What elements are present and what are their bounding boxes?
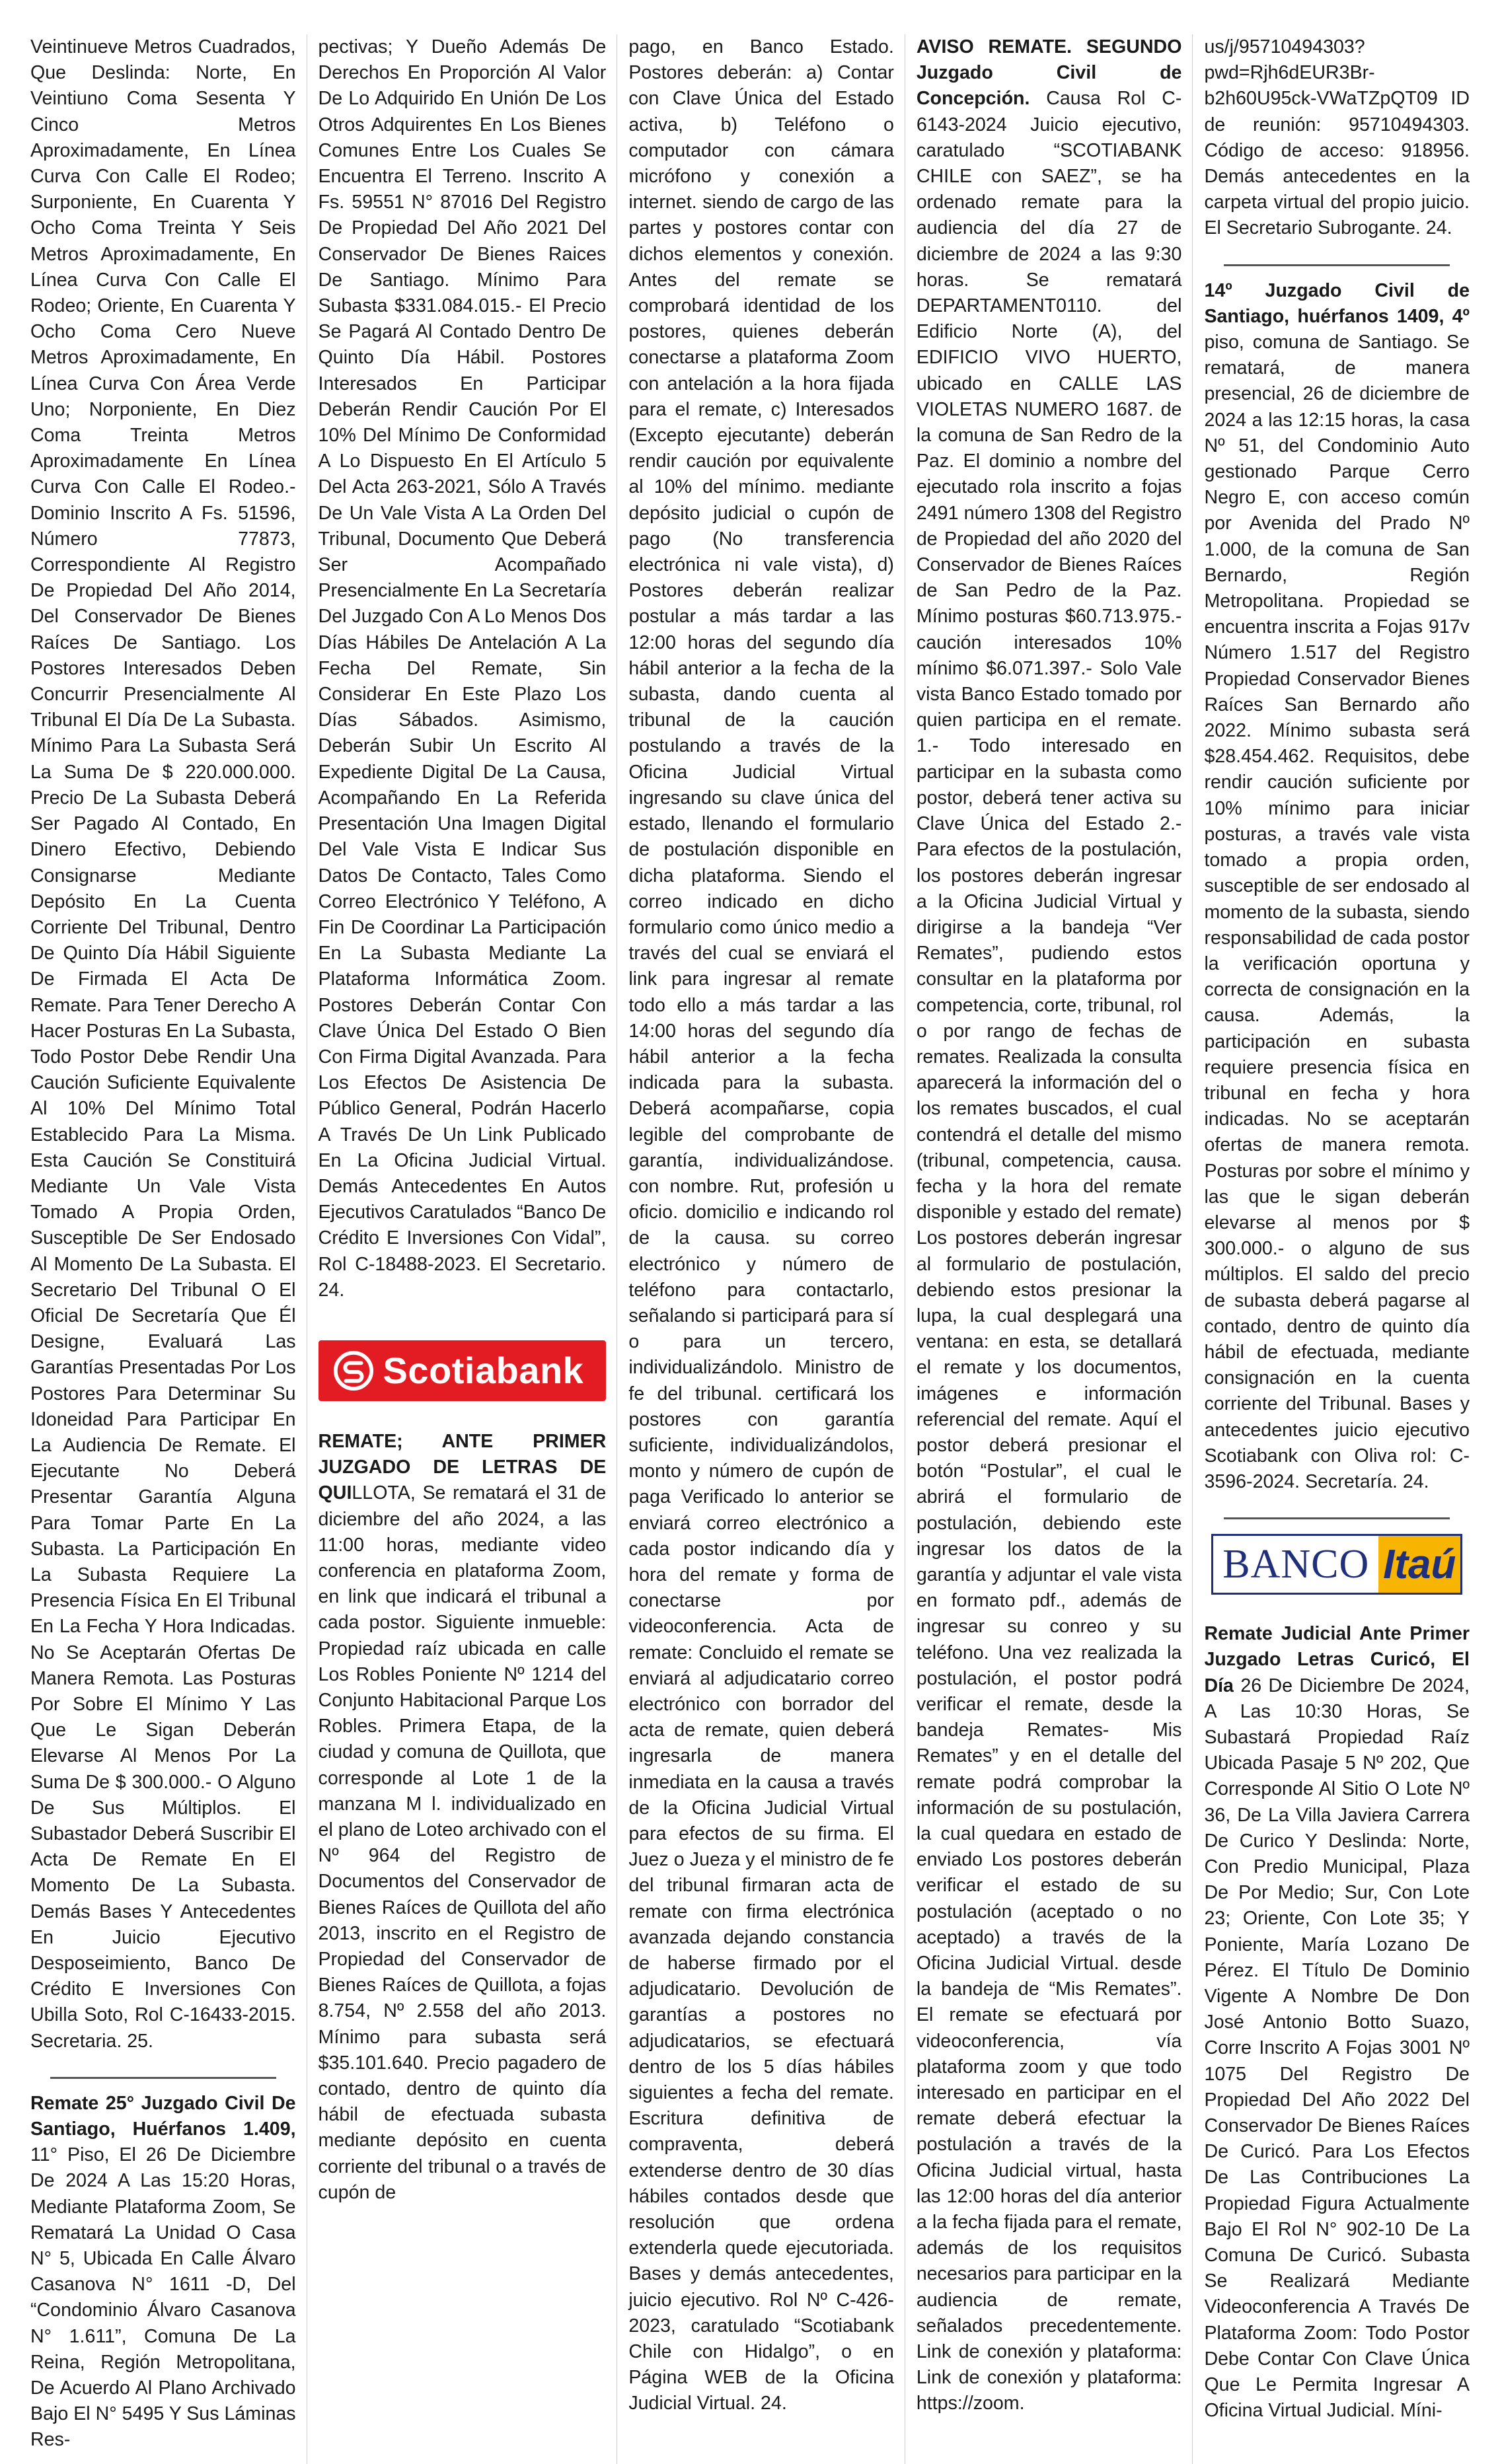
notice-body: Veintinueve Metros Cuadrados, Que Deslinda: Norte, En Veintiuno Coma Sesenta Y Cinco Metros Aproximadamente, En Línea Curva Con Calle El Rodeo; Surponiente, En Cuarenta Y Ocho Coma Treinta Y Seis Metros Aproximadamente, En Línea Curva Con Calle El Rodeo; Oriente, En Cuarenta Y Ocho Coma Cero Nueve Metros Aproximadamente, En Línea Curva Con Área Verde Uno; Norponiente, En Diez Coma Treinta Metros Aproximadamente En Línea Curva Con Calle El Rodeo.- Dominio Inscrito A Fs. 51596, Número 77873, Correspondiente Al Registro De Propiedad Del Año 2014, Del Conservador De Bienes Raíces De Santiago. Los Postores Interesados Deben Concurrir Presencialmente Al Tribunal El Día De La Subasta. Mínimo Para La Subasta Será La Suma De $ 220.000.000. Precio De La Subasta Deberá Ser Pagado Al Contado, En Dinero Efectivo, Debiendo Consignarse Mediante Depósito En La Cuenta Corriente Del Tribunal, Dentro De Quinto Día Hábil Siguiente De Firmada El Acta De Remate. Para Tener Derecho A Hacer Posturas En La Subasta, Todo Postor Debe Rendir Una Caución Suficiente Equivalente Al 10% Del Mínimo Total Establecido Para La Misma. Esta Caución Se Constituirá Mediante Un Vale Vista Tomado A Propia Orden, Susceptible De Ser Endosado Al Momento De La Subasta. El Secretario Del Tribunal O El Oficial De Secretaría Que Él Designe, Evaluará Las Garantías Presentadas Por Los Postores Para Determinar Su Idoneidad Para Participar En La Audiencia De Remate. El Ejecutante No Deberá Presentar Garantía Alguna Para Tomar Parte En La Subasta. La Participación En La Subasta Requiere La Presencia Física En El Tribunal En La Fecha Y Hora Indicadas. No Se Aceptarán Ofertas De Manera Remota. Las Posturas Por Sobre El Mínimo Y Las Que Le Sigan Deberán Elevarse Al Menos Por La Suma De $ 300.000.- O Alguno De Sus Múltiplos. El Subastador Deberá Suscribir El Acta De Remate En El Momento De La Subasta. Demás Bases Y Antecedentes En Juicio Ejecutivo Desposeimiento, Banco De Crédito E Inversiones Con Ubilla Soto, Rol C-16433-2015. Secretaria. 25. <box>30 36 296 2052</box>
banco-wordmark: BANCO <box>1222 1541 1370 1587</box>
banco-itau-logo <box>1204 1534 1470 1595</box>
banco-itau-logo-box <box>1211 1534 1462 1595</box>
auction-notice <box>1204 1621 1470 2434</box>
auction-notice <box>917 34 1182 2428</box>
auction-notice <box>1204 34 1470 252</box>
auction-notice <box>319 1429 607 2216</box>
text-column-4 <box>917 34 1182 2464</box>
notice-body: 11° Piso, El 26 De Diciembre De 2024 A Las 15:20 Horas, Mediante Plataforma Zoom, Se Rematará La Unidad O Casa N° 5, Ubicada En Calle Álvaro Casanova N° 1611 -D, Del “Condominio Álvaro Casanova N° 1.611”, Comuna De La Reina, Región Metropolitana, De Acuerdo Al Plano Archivado Bajo El N° 5495 Y Sus Láminas Res- <box>30 2144 296 2451</box>
auction-notice <box>628 34 894 2428</box>
notice-heading: Remate Judicial Ante Primer Juzgado Letras Curicó, El Día <box>1204 1623 1470 1696</box>
notice-separator <box>50 2077 276 2079</box>
scotiabank-wordmark: Scotiabank <box>383 1350 584 1392</box>
text-column-5 <box>1204 34 1470 2464</box>
scotiabank-logo <box>319 1339 607 1402</box>
notice-separator <box>1224 264 1450 266</box>
text-column-2 <box>319 34 607 2464</box>
notice-heading: AVISO REMATE. SEGUNDO Juzgado Civil de Concepción. <box>916 36 1182 110</box>
itau-wordmark: Itaú <box>1378 1536 1460 1593</box>
notice-body: piso, comuna de Santiago. Se rematará, de manera presencial, 26 de diciembre de 2024 a las 12:15 horas, la casa Nº 51, del Condominio Auto gestionado Parque Cerro Negro E, con acceso común por Avenida del Prado Nº 1.000, de la comuna de San Bernardo, Región Metropolitana. Propiedad se encuentra inscrita a Fojas 917v Número 1.517 del Registro Propiedad Conservador Bienes Raíces San Bernardo año 2022. Mínimo subasta será $28.454.462. Requisitos, debe rendir caución suficiente por 10% mínimo para iniciar posturas, a través vale vista tomado a propia orden, susceptible de ser endosado al momento de la subasta, siendo responsabilidad de cada postor la verificación oportuna y correcta de consignación en la causa. Además, la participación en subasta requiere presencia física en tribunal en fecha y hora indicadas. No se aceptarán ofertas de manera remota. Posturas por sobre el mínimo y las que le sigan deberán elevarse al menos por $ 300.000.- o alguno de sus múltiplos. El saldo del precio de subasta deberá pagarse al contado, dentro de quinto día hábil de efectuada, mediante consignación en la cuenta corriente del Tribunal. Bases y antecedentes juicio ejecutivo Scotiabank con Oliva rol: C-3596-2024. Secretaría. 24. <box>1204 332 1470 1492</box>
notice-heading: Remate 25° Juzgado Civil De Santiago, Huérfanos 1.409, <box>30 2092 296 2140</box>
scotiabank-s-icon <box>333 1350 374 1391</box>
auction-notice <box>30 34 296 2065</box>
notice-body: us/j/95710494303?pwd=Rjh6dEUR3Br-b2h60U95ck-VWaTZpQT09 ID de reunión: 95710494303. Código de acceso: 918956. Demás antecedentes en la carpeta virtual del propio juicio. El Secretario Subrogante. 24. <box>1204 36 1470 239</box>
text-column-1 <box>30 34 296 2464</box>
notice-body: pectivas; Y Dueño Además De Derechos En Proporción Al Valor De Lo Adquirido En Unión De Los Otros Adquirentes En Los Bienes Comunes Entre Los Cuales Se Encuentra El Terreno. Inscrito A Fs. 59551 N° 87016 Del Registro De Propiedad Del Año 2021 Del Conservador De Bienes Raices De Santiago. Mínimo Para Subasta $331.084.015.- El Precio Se Pagará Al Contado Dentro De Quinto Día Hábil. Postores Interesados En Participar Deberán Rendir Caución Por El 10% Del Mínimo De Conformidad A Lo Dispuesto En El Artículo 5 Del Acta 263-2021, Sólo A Través De Un Vale Vista A La Orden Del Tribunal, Documento Que Deberá Ser Acompañado Presencialmente En La Secretaría Del Juzgado Con A Lo Menos Dos Días Hábiles De Antelación A La Fecha Del Remate, Sin Considerar En Este Plazo Los Días Sábados. Asimismo, Deberán Subir Un Escrito Al Expediente Digital De La Causa, Acompañando En La Referida Presentación Una Imagen Digital Del Vale Vista E Indicar Sus Datos De Contacto, Tales Como Correo Electrónico Y Teléfono, A Fin De Coordinar La Participación En La Subasta Mediante La Plataforma Informática Zoom. Postores Deberán Contar Con Clave Única Del Estado O Bien Con Firma Digital Avanzada. Para Los Efectos De Asistencia De Público General, Podrán Hacerlo A Través De Un Link Publicado En La Oficina Judicial Virtual. Demás Antecedentes En Autos Ejecutivos Caratulados “Banco De Crédito E Inversiones Con Vidal”, Rol C-18488-2023. El Secretario. 24. <box>318 36 607 1301</box>
notice-heading: 14º Juzgado Civil de Santiago, huérfanos 1409, 4º <box>1204 279 1470 327</box>
scotiabank-logo-box <box>319 1340 607 1401</box>
auction-notice <box>319 34 607 1314</box>
auction-notice <box>1204 278 1470 1506</box>
notice-heading: REMATE; ANTE PRIMER JUZGADO DE LETRAS DE QUI <box>318 1430 607 1504</box>
notice-body: 26 De Diciembre De 2024, A Las 10:30 Horas, Se Subastará Propiedad Raíz Ubicada Pasaje 5 Nº 202, Que Corresponde Al Sitio O Lote Nº 36, De La Villa Javiera Carrera De Curico Y Deslinda: Norte, Con Predio Municipal, Plaza De Por Medio; Sur, Con Lote 23; Oriente, Con Lote 35; Y Poniente, María Lozano De Pérez. El Título De Dominio Vigente A Nombre De Don José Antonio Botto Suazo, Corre Inscrito A Fojas 3001 Nº 1075 Del Registro De Propiedad Del Año 2022 Del Conservador De Bienes Raíces De Curicó. Para Los Efectos De Las Contribuciones La Propiedad Figura Actualmente Bajo El Rol N° 902-10 De La Comuna De Curicó. Subasta Se Realizará Mediante Videoconferencia A Través De Plataforma Zoom: Todo Postor Debe Contar Con Clave Única Que Le Permita Ingresar A Oficina Virtual Judicial. Míni- <box>1204 1675 1470 2422</box>
notice-body: Causa Rol C-6143-2024 Juicio ejecutivo, caratulado “SCOTIABANK CHILE con SAEZ”, se ha ordenado remate para la audiencia del día 27 de diciembre de 2024 a las 9:30 horas. Se rematará DEPARTAMENT0110. del Edificio Norte (A), del EDIFICIO VIVO HUERTO, ubicado en CALLE LAS VIOLETAS NUMERO 1687. de la comuna de San Redro de la Paz. El dominio a nombre del ejecutado rola inscrito a fojas 2491 número 1308 del Registro de Propiedad del año 2020 del Conservador de Bienes Raíces de San Pedro de la Paz. Mínimo posturas $60.713.975.- caución interesados 10% mínimo $6.071.397.- Solo Vale vista Banco Estado tomado por quien participa en el remate. 1.- Todo interesado en participar en la subasta como postor, deberá tener activa su Clave Única del Estado 2.- Para efectos de la postulación, los postores deberán ingresar a la Oficina Judicial Virtual y dirigirse a la bandeja “Ver Remates”, pudiendo estos consultar en la plataforma por competencia, corte, tribunal, rol o por rango de fechas de remates. Realizada la consulta aparecerá la información del o los remates buscados, el cual contendrá el detalle del mismo (tribunal, competencia, causa. fecha y la hora del remate disponible y estado del remate) Los postores deberán ingresar al formulario de postulación, debiendo estos presionar la lupa, la cual desplegará una ventana: en esta, se detallará el remate y los documentos, imágenes e información referencial del remate. Aquí el postor deberá presionar el botón “Postular”, el cual le abrirá el formulario de postulación, debiendo este ingresar los datos de la garantía y adjuntar el vale vista en formato pdf., además de ingresar su conreo y su teléfono. Una vez realizada la postulación, el postor podrá verificar el remate, desde la bandeja Remates- Mis Remates” y en el detalle del remate podrá comprobar la información de su postulación, la cual quedara en estado de enviado Los postores deberán verificar el estado de su postulación (aceptado o no aceptado) a través de la Oficina Judicial Virtual. desde la bandeja de “Mis Remates”. El remate se efectuará por videoconferencia, vía plataforma zoom y que todo interesado en participar en el remate deberá efectuar la postulación a través de la Oficina Judicial virtual, hasta las 12:00 horas del día anterior a la fecha fijada para el remate, además de los requisitos necesarios para participar en la audiencia de remate, señalados precedentemente. Link de conexión y plataforma: Link de conexión y plataforma: https://zoom. <box>916 88 1182 2414</box>
auction-notice <box>30 2091 296 2464</box>
text-column-3 <box>628 34 894 2464</box>
notice-separator <box>1224 1517 1450 1519</box>
notice-body: LLOTA, Se rematará el 31 de diciembre del año 2024, a las 11:00 horas, mediante video conferencia en plataforma Zoom, en link que indicará el tribunal a cada postor. Siguiente inmueble: Propiedad raíz ubicada en calle Los Robles Poniente Nº 1214 del Conjunto Habitacional Parque Los Robles. Primera Etapa, de la ciudad y comuna de Quillota, que corresponde al Lote 1 de la manzana M l. individualizado en el plano de Loteo archivado con el Nº 964 del Registro de Documentos del Conservador de Bienes Raíces de Quillota del año 2013, inscrito en el Registro de Propiedad del Conservador de Bienes Raíces de Quillota, a fojas 8.754, Nº 2.558 del año 2013. Mínimo para subasta será $35.101.640. Precio pagadero de contado, dentro de quinto día hábil de efectuada subasta mediante depósito en cuenta corriente del tribunal o a través de cupón de <box>318 1482 607 2203</box>
notice-body: pago, en Banco Estado. Postores deberán: a) Contar con Clave Única del Estado activa, b) Teléfono o computador con cámara micrófono y conexión a internet. siendo de cargo de las partes y postores contar con dichos elementos y conexión. Antes del remate se comprobará identidad de los postores, quienes deberán conectarse a plataforma Zoom con antelación a la hora fijada para el remate, c) Interesados (Excepto ejecutante) deberán rendir caución por equivalente al 10% del mínimo. mediante depósito judicial o cupón de pago (No transferencia electrónica ni vale vista), d) Postores deberán realizar postular a más tardar a las 12:00 horas del segundo día hábil anterior a la fecha de la subasta, dando cuenta al tribunal de la caución postulando a través de la Oficina Judicial Virtual ingresando su clave única del estado, llenando el formulario de postulación disponible en dicha plataforma. Siendo el correo indicado en dicho formulario como único medio a través del cual se enviará el link para ingresar al remate todo ello a más tardar a las 14:00 horas del segundo día hábil anterior a la fecha indicada para la subasta. Deberá acompañarse, copia legible del comprobante de garantía, individualizándose. con nombre. Rut, profesión u oficio. domicilio e indicando rol de la causa. su correo electrónico y número de teléfono para contactarlo, señalando si participará para sí o para un tercero, individualizándolo. Ministro de fe del tribunal. certificará los postores con garantía suficiente, individualizándolos, monto y número de cupón de paga Verificado lo anterior se enviará correo electrónico a cada postor indicando día y hora del remate y forma de conectarse por videoconferencia. Acta de remate: Concluido el remate se enviará al adjudicatario correo electrónico con borrador del acta de remate, quien deberá ingresarla de manera inmediata en la causa a través de la Oficina Judicial Virtual para efectos de su firma. El Juez o Jueza y el ministro de fe del tribunal firmaran acta de remate con firma electrónica avanzada dejando constancia de haberse firmado por el adjudicatario. Devolución de garantías a postores no adjudicatarios, se efectuará dentro de los 5 días hábiles siguientes a fecha del remate. Escritura definitiva de compraventa, deberá extenderse dentro de 30 días hábiles contados desde que resolución que ordena extenderla quede ejecutoriada. Bases y demás antecedentes, juicio ejecutivo. Rol Nº C-426-2023, caratulado “Scotiabank Chile con Hidalgo”, o en Página WEB de la Oficina Judicial Virtual. 24. <box>628 36 894 2414</box>
